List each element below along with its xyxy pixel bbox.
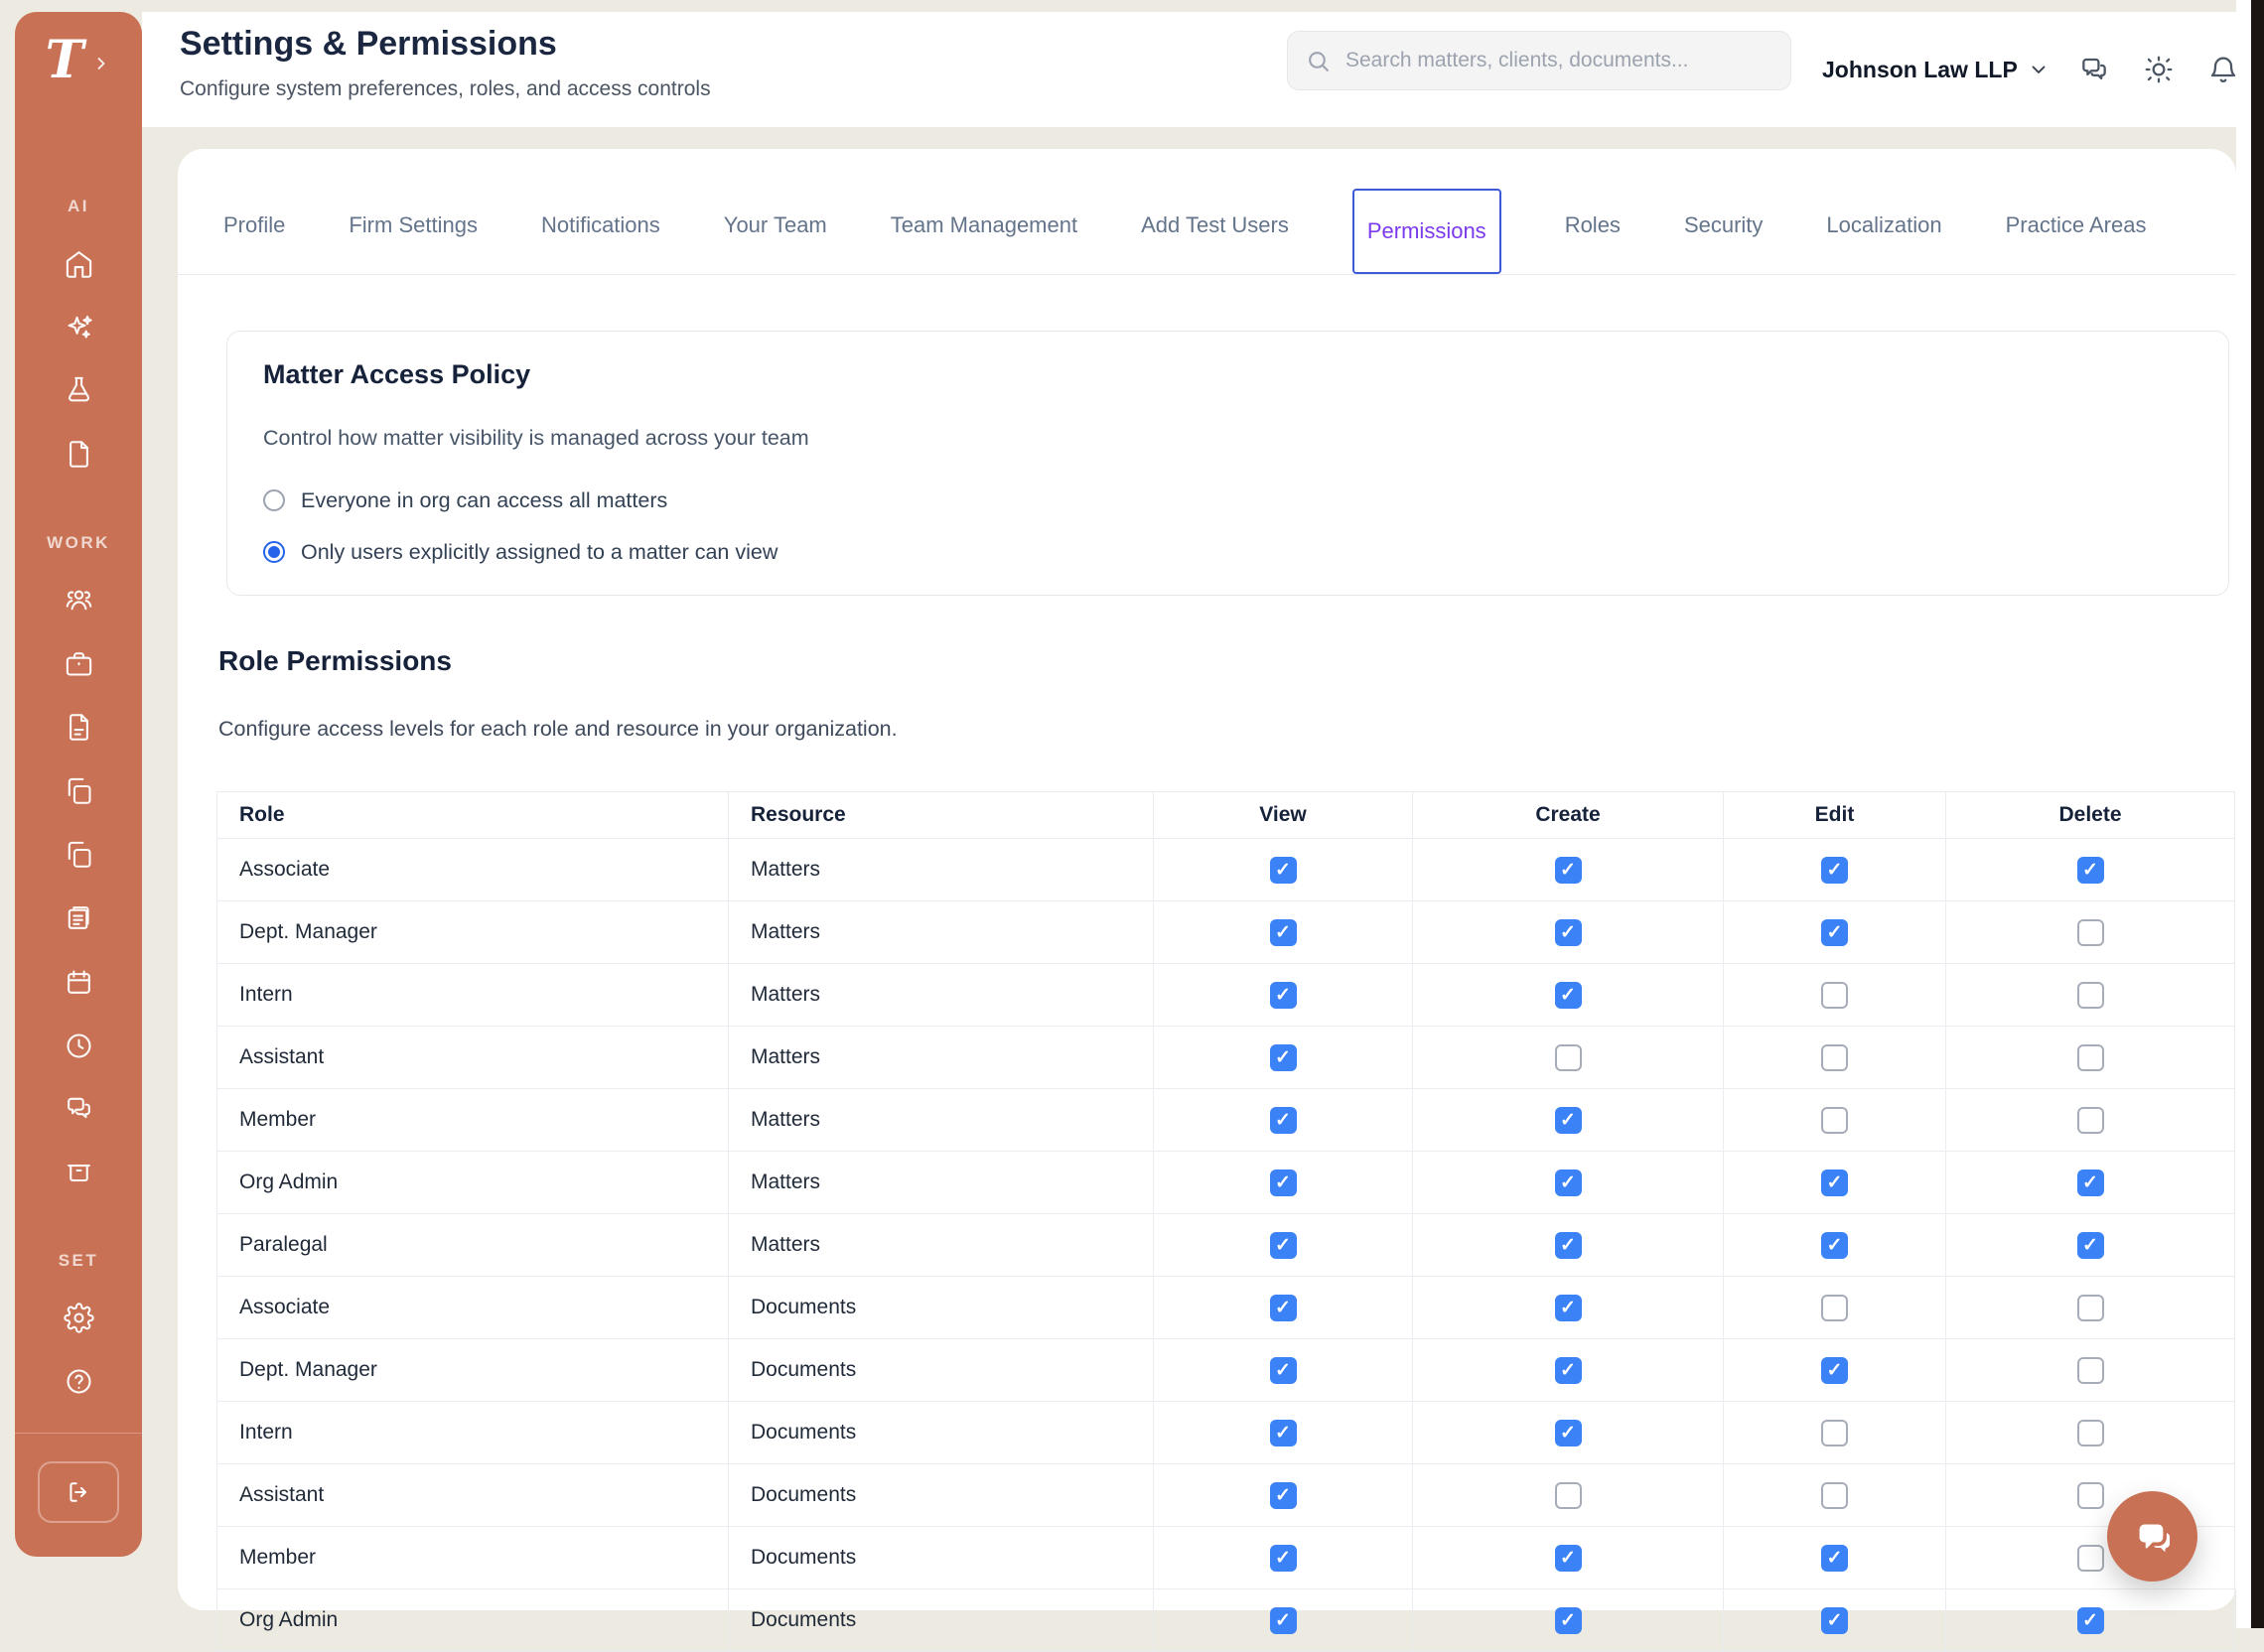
cell-view xyxy=(1154,1527,1413,1589)
logout-icon xyxy=(65,1478,92,1506)
checkbox-create-checked[interactable]: ✓ xyxy=(1555,919,1582,946)
cell-resource: Documents xyxy=(729,1402,1154,1464)
checkbox-create-checked[interactable]: ✓ xyxy=(1555,1357,1582,1384)
cell-resource: Matters xyxy=(729,1089,1154,1152)
sun-icon xyxy=(2143,54,2175,85)
checkbox-edit-checked[interactable]: ✓ xyxy=(1821,1357,1848,1384)
tab-permissions[interactable]: Permissions xyxy=(1352,189,1501,274)
cell-role: Assistant xyxy=(217,1464,729,1527)
checkbox-edit-unchecked[interactable] xyxy=(1821,1107,1848,1134)
checkbox-edit-checked[interactable]: ✓ xyxy=(1821,857,1848,884)
sidebar-item-templates[interactable] xyxy=(15,773,142,807)
cell-role: Intern xyxy=(217,1402,729,1464)
cell-create xyxy=(1413,1589,1724,1652)
cell-resource: Documents xyxy=(729,1277,1154,1339)
checkbox-create-checked[interactable]: ✓ xyxy=(1555,1545,1582,1572)
radio-unselected-icon[interactable] xyxy=(263,489,285,511)
clock-icon xyxy=(64,1031,94,1061)
cell-role: Associate xyxy=(217,1277,729,1339)
checkbox-delete-checked[interactable]: ✓ xyxy=(2077,1170,2104,1196)
tab-roles[interactable]: Roles xyxy=(1564,212,1621,237)
chevron-down-icon xyxy=(2028,59,2050,80)
tab-notifications[interactable]: Notifications xyxy=(540,212,660,237)
chat-bubbles-icon xyxy=(64,1093,94,1124)
sidebar-section-ai: AI xyxy=(68,197,89,215)
table-row xyxy=(217,964,2235,1027)
cell-delete xyxy=(1946,1589,2235,1652)
cell-resource: Matters xyxy=(729,839,1154,901)
cell-create xyxy=(1413,839,1724,901)
radio-label: Everyone in org can access all matters xyxy=(301,487,668,512)
matter-access-policy-card xyxy=(226,331,2229,596)
checkbox-view-checked[interactable]: ✓ xyxy=(1270,1482,1297,1509)
col-edit: Edit xyxy=(1724,792,1946,839)
cell-resource: Matters xyxy=(729,1027,1154,1089)
col-create: Create xyxy=(1413,792,1724,839)
checkbox-view-checked[interactable]: ✓ xyxy=(1270,1295,1297,1321)
org-name: Johnson Law LLP xyxy=(1822,56,2018,82)
checkbox-view-checked[interactable]: ✓ xyxy=(1270,1170,1297,1196)
search-input[interactable] xyxy=(1344,48,1772,73)
col-role: Role xyxy=(217,792,729,839)
radio-selected-icon[interactable] xyxy=(263,541,285,563)
tab-localization[interactable]: Localization xyxy=(1826,212,1942,237)
cell-edit xyxy=(1724,1089,1946,1152)
perm-table-body xyxy=(217,839,2235,1652)
role-permissions-subtitle: Configure access levels for each role and resource in your organization. xyxy=(218,717,898,741)
checkbox-view-checked[interactable]: ✓ xyxy=(1270,1420,1297,1446)
cell-role: Assistant xyxy=(217,1027,729,1089)
cell-delete xyxy=(1946,1027,2235,1089)
checkbox-edit-checked[interactable]: ✓ xyxy=(1821,1545,1848,1572)
page-title: Settings & Permissions xyxy=(180,25,557,63)
cell-view xyxy=(1154,1152,1413,1214)
cell-edit xyxy=(1724,1339,1946,1402)
sparkles-icon xyxy=(64,312,94,343)
checkbox-edit-checked[interactable]: ✓ xyxy=(1821,1607,1848,1634)
sidebar-section-work: WORK xyxy=(47,533,110,552)
cell-resource: Documents xyxy=(729,1589,1154,1652)
checkbox-create-unchecked[interactable] xyxy=(1555,1044,1582,1071)
cell-resource: Matters xyxy=(729,964,1154,1027)
chat-bubbles-icon xyxy=(2130,1514,2176,1560)
col-resource: Resource xyxy=(729,792,1154,839)
table-row xyxy=(217,1027,2235,1089)
table-row xyxy=(217,1214,2235,1277)
sidebar-section-settings: SET xyxy=(58,1251,99,1270)
message-icon xyxy=(2078,54,2110,85)
cell-create xyxy=(1413,1339,1724,1402)
cell-edit xyxy=(1724,1277,1946,1339)
tab-add-test-users[interactable]: Add Test Users xyxy=(1141,212,1289,237)
cell-resource: Documents xyxy=(729,1464,1154,1527)
cell-create xyxy=(1413,1402,1724,1464)
cell-edit xyxy=(1724,839,1946,901)
sidebar-divider xyxy=(15,1433,142,1434)
table-row xyxy=(217,1152,2235,1214)
checkbox-create-checked[interactable]: ✓ xyxy=(1555,1107,1582,1134)
checkbox-view-checked[interactable]: ✓ xyxy=(1270,982,1297,1009)
top-header xyxy=(142,12,2236,127)
checkbox-create-checked[interactable]: ✓ xyxy=(1555,1232,1582,1259)
checkbox-delete-unchecked[interactable] xyxy=(2077,1295,2104,1321)
users-icon xyxy=(64,585,94,616)
cell-delete xyxy=(1946,839,2235,901)
search-icon xyxy=(1306,49,1331,73)
cell-edit xyxy=(1724,901,1946,964)
cell-create xyxy=(1413,1527,1724,1589)
checkbox-view-checked[interactable]: ✓ xyxy=(1270,857,1297,884)
cell-create xyxy=(1413,1089,1724,1152)
sidebar-item-settings[interactable] xyxy=(15,1301,142,1334)
checkbox-create-unchecked[interactable] xyxy=(1555,1482,1582,1509)
table-row xyxy=(217,1277,2235,1339)
cell-resource: Documents xyxy=(729,1339,1154,1402)
sidebar-item-forms[interactable] xyxy=(15,900,142,934)
cell-role: Member xyxy=(217,1527,729,1589)
cell-create xyxy=(1413,901,1724,964)
radio-label: Only users explicitly assigned to a matter can view xyxy=(301,539,778,564)
briefcase-icon xyxy=(64,648,94,679)
cell-delete xyxy=(1946,1402,2235,1464)
cell-resource: Matters xyxy=(729,1214,1154,1277)
calendar-icon xyxy=(64,967,94,998)
checkbox-delete-unchecked[interactable] xyxy=(2077,1044,2104,1071)
settings-card xyxy=(178,149,2236,1631)
cell-role: Dept. Manager xyxy=(217,901,729,964)
cell-role: Associate xyxy=(217,839,729,901)
clipboard-list-icon xyxy=(64,902,94,933)
checkbox-create-checked[interactable]: ✓ xyxy=(1555,1420,1582,1446)
checkbox-create-checked[interactable]: ✓ xyxy=(1555,1170,1582,1196)
archive-icon xyxy=(64,1157,94,1187)
cell-delete xyxy=(1946,1339,2235,1402)
checkbox-view-checked[interactable]: ✓ xyxy=(1270,1044,1297,1071)
tab-team-management[interactable]: Team Management xyxy=(890,212,1078,237)
header-message-button[interactable] xyxy=(2078,54,2110,85)
matter-access-subtitle: Control how matter visibility is managed across your team xyxy=(263,426,809,450)
help-icon xyxy=(64,1366,94,1397)
cell-view xyxy=(1154,1464,1413,1527)
page-subtitle: Configure system preferences, roles, and access controls xyxy=(180,77,711,100)
cell-view xyxy=(1154,839,1413,901)
tab-security[interactable]: Security xyxy=(1683,212,1764,237)
sidebar-item-messages[interactable] xyxy=(15,1091,142,1125)
checkbox-view-checked[interactable]: ✓ xyxy=(1270,1232,1297,1259)
cell-edit xyxy=(1724,1464,1946,1527)
cell-edit xyxy=(1724,1527,1946,1589)
sidebar-expand-chevron-icon[interactable] xyxy=(91,54,111,73)
cell-view xyxy=(1154,1214,1413,1277)
table-row xyxy=(217,1589,2235,1652)
cell-resource: Matters xyxy=(729,1152,1154,1214)
checkbox-delete-checked[interactable]: ✓ xyxy=(2077,857,2104,884)
checkbox-edit-checked[interactable]: ✓ xyxy=(1821,1232,1848,1259)
sidebar-item-ai-assistant[interactable] xyxy=(15,310,142,344)
cell-create xyxy=(1413,964,1724,1027)
checkbox-view-checked[interactable]: ✓ xyxy=(1270,1607,1297,1634)
checkbox-delete-unchecked[interactable] xyxy=(2077,982,2104,1009)
checkbox-view-checked[interactable]: ✓ xyxy=(1270,1545,1297,1572)
checkbox-create-checked[interactable]: ✓ xyxy=(1555,857,1582,884)
chat-fab-button[interactable] xyxy=(2107,1491,2197,1582)
col-delete: Delete xyxy=(1946,792,2235,839)
sidebar-item-files[interactable] xyxy=(15,710,142,744)
flask-icon xyxy=(64,374,94,405)
screen-edge xyxy=(2251,0,2264,1628)
checkbox-delete-checked[interactable]: ✓ xyxy=(2077,1232,2104,1259)
cell-view xyxy=(1154,1339,1413,1402)
sidebar-item-archive[interactable] xyxy=(15,1155,142,1188)
logout-button[interactable] xyxy=(38,1461,119,1523)
radio-group xyxy=(263,479,2193,574)
checkbox-view-checked[interactable]: ✓ xyxy=(1270,1107,1297,1134)
checkbox-create-checked[interactable]: ✓ xyxy=(1555,982,1582,1009)
role-permissions-title: Role Permissions xyxy=(218,645,452,676)
cell-view xyxy=(1154,1589,1413,1652)
checkbox-edit-checked[interactable]: ✓ xyxy=(1821,919,1848,946)
sidebar-item-calendar[interactable] xyxy=(15,965,142,999)
matter-access-title: Matter Access Policy xyxy=(263,359,531,389)
checkbox-edit-checked[interactable]: ✓ xyxy=(1821,1170,1848,1196)
sidebar-item-matters[interactable] xyxy=(15,646,142,680)
cell-role: Intern xyxy=(217,964,729,1027)
cell-role: Dept. Manager xyxy=(217,1339,729,1402)
checkbox-create-checked[interactable]: ✓ xyxy=(1555,1295,1582,1321)
checkbox-edit-unchecked[interactable] xyxy=(1821,1044,1848,1071)
cell-resource: Documents xyxy=(729,1527,1154,1589)
checkbox-delete-unchecked[interactable] xyxy=(2077,1107,2104,1134)
global-search[interactable] xyxy=(1287,31,1791,90)
cell-delete xyxy=(1946,1214,2235,1277)
cell-view xyxy=(1154,1027,1413,1089)
org-switcher[interactable] xyxy=(1822,12,2050,127)
cell-role: Paralegal xyxy=(217,1214,729,1277)
cell-create xyxy=(1413,1027,1724,1089)
cell-edit xyxy=(1724,1589,1946,1652)
cell-role: Org Admin xyxy=(217,1152,729,1214)
tab-your-team[interactable]: Your Team xyxy=(723,212,827,237)
checkbox-edit-unchecked[interactable] xyxy=(1821,1420,1848,1446)
tab-profile[interactable]: Profile xyxy=(223,212,286,237)
cell-edit xyxy=(1724,964,1946,1027)
sidebar-item-help[interactable] xyxy=(15,1364,142,1398)
table-row xyxy=(217,1089,2235,1152)
checkbox-delete-unchecked[interactable] xyxy=(2077,1357,2104,1384)
cell-delete xyxy=(1946,1152,2235,1214)
checkbox-delete-checked[interactable]: ✓ xyxy=(2077,1607,2104,1634)
checkbox-edit-unchecked[interactable] xyxy=(1821,1482,1848,1509)
sidebar-item-team[interactable] xyxy=(15,583,142,617)
cell-view xyxy=(1154,1402,1413,1464)
sidebar-item-time[interactable] xyxy=(15,1029,142,1062)
permissions-table xyxy=(216,791,2235,1652)
cell-view xyxy=(1154,901,1413,964)
checkbox-edit-unchecked[interactable] xyxy=(1821,982,1848,1009)
col-view: View xyxy=(1154,792,1413,839)
scrollbar-track[interactable] xyxy=(2236,0,2251,1628)
cell-delete xyxy=(1946,1089,2235,1152)
sidebar-item-home[interactable] xyxy=(15,247,142,281)
cell-create xyxy=(1413,1277,1724,1339)
copy-icon xyxy=(64,775,94,806)
checkbox-view-checked[interactable]: ✓ xyxy=(1270,1357,1297,1384)
table-row xyxy=(217,901,2235,964)
radio-option[interactable] xyxy=(263,530,2193,574)
file-icon xyxy=(64,439,94,470)
cell-create xyxy=(1413,1464,1724,1527)
tab-firm-settings[interactable]: Firm Settings xyxy=(349,212,478,237)
checkbox-delete-unchecked[interactable] xyxy=(2077,919,2104,946)
sidebar-item-lab[interactable] xyxy=(15,372,142,406)
checkbox-delete-unchecked[interactable] xyxy=(2077,1420,2104,1446)
radio-option[interactable] xyxy=(263,479,2193,522)
copy-icon xyxy=(64,839,94,870)
logout-button-wrap xyxy=(15,1461,142,1523)
sidebar xyxy=(15,12,142,1557)
checkbox-view-checked[interactable]: ✓ xyxy=(1270,919,1297,946)
notifications-button[interactable] xyxy=(2207,54,2239,85)
cell-view xyxy=(1154,1089,1413,1152)
cell-view xyxy=(1154,1277,1413,1339)
cell-resource: Matters xyxy=(729,901,1154,964)
home-icon xyxy=(64,249,94,280)
cell-delete xyxy=(1946,964,2235,1027)
table-row xyxy=(217,1339,2235,1402)
tab-practice-areas[interactable]: Practice Areas xyxy=(2005,212,2147,237)
checkbox-delete-unchecked[interactable] xyxy=(2077,1482,2104,1509)
cell-edit xyxy=(1724,1402,1946,1464)
table-row xyxy=(217,1527,2235,1589)
bell-icon xyxy=(2207,54,2239,85)
checkbox-edit-unchecked[interactable] xyxy=(1821,1295,1848,1321)
perm-table-head-row xyxy=(217,792,2235,839)
cell-role: Member xyxy=(217,1089,729,1152)
cell-edit xyxy=(1724,1214,1946,1277)
logo-letter: T xyxy=(45,30,84,90)
table-row xyxy=(217,1464,2235,1527)
file-text-icon xyxy=(64,712,94,743)
cell-delete xyxy=(1946,901,2235,964)
cell-view xyxy=(1154,964,1413,1027)
theme-toggle-button[interactable] xyxy=(2143,54,2175,85)
gear-icon xyxy=(64,1303,94,1333)
table-row xyxy=(217,1402,2235,1464)
cell-edit xyxy=(1724,1152,1946,1214)
checkbox-delete-unchecked[interactable] xyxy=(2077,1545,2104,1572)
app-logo[interactable] xyxy=(15,30,142,91)
cell-role: Org Admin xyxy=(217,1589,729,1652)
tab-list xyxy=(178,149,2236,275)
cell-edit xyxy=(1724,1027,1946,1089)
cell-create xyxy=(1413,1152,1724,1214)
sidebar-item-documents[interactable] xyxy=(15,437,142,471)
checkbox-create-checked[interactable]: ✓ xyxy=(1555,1607,1582,1634)
cell-delete xyxy=(1946,1277,2235,1339)
sidebar-item-drafts[interactable] xyxy=(15,837,142,871)
cell-create xyxy=(1413,1214,1724,1277)
table-row xyxy=(217,839,2235,901)
